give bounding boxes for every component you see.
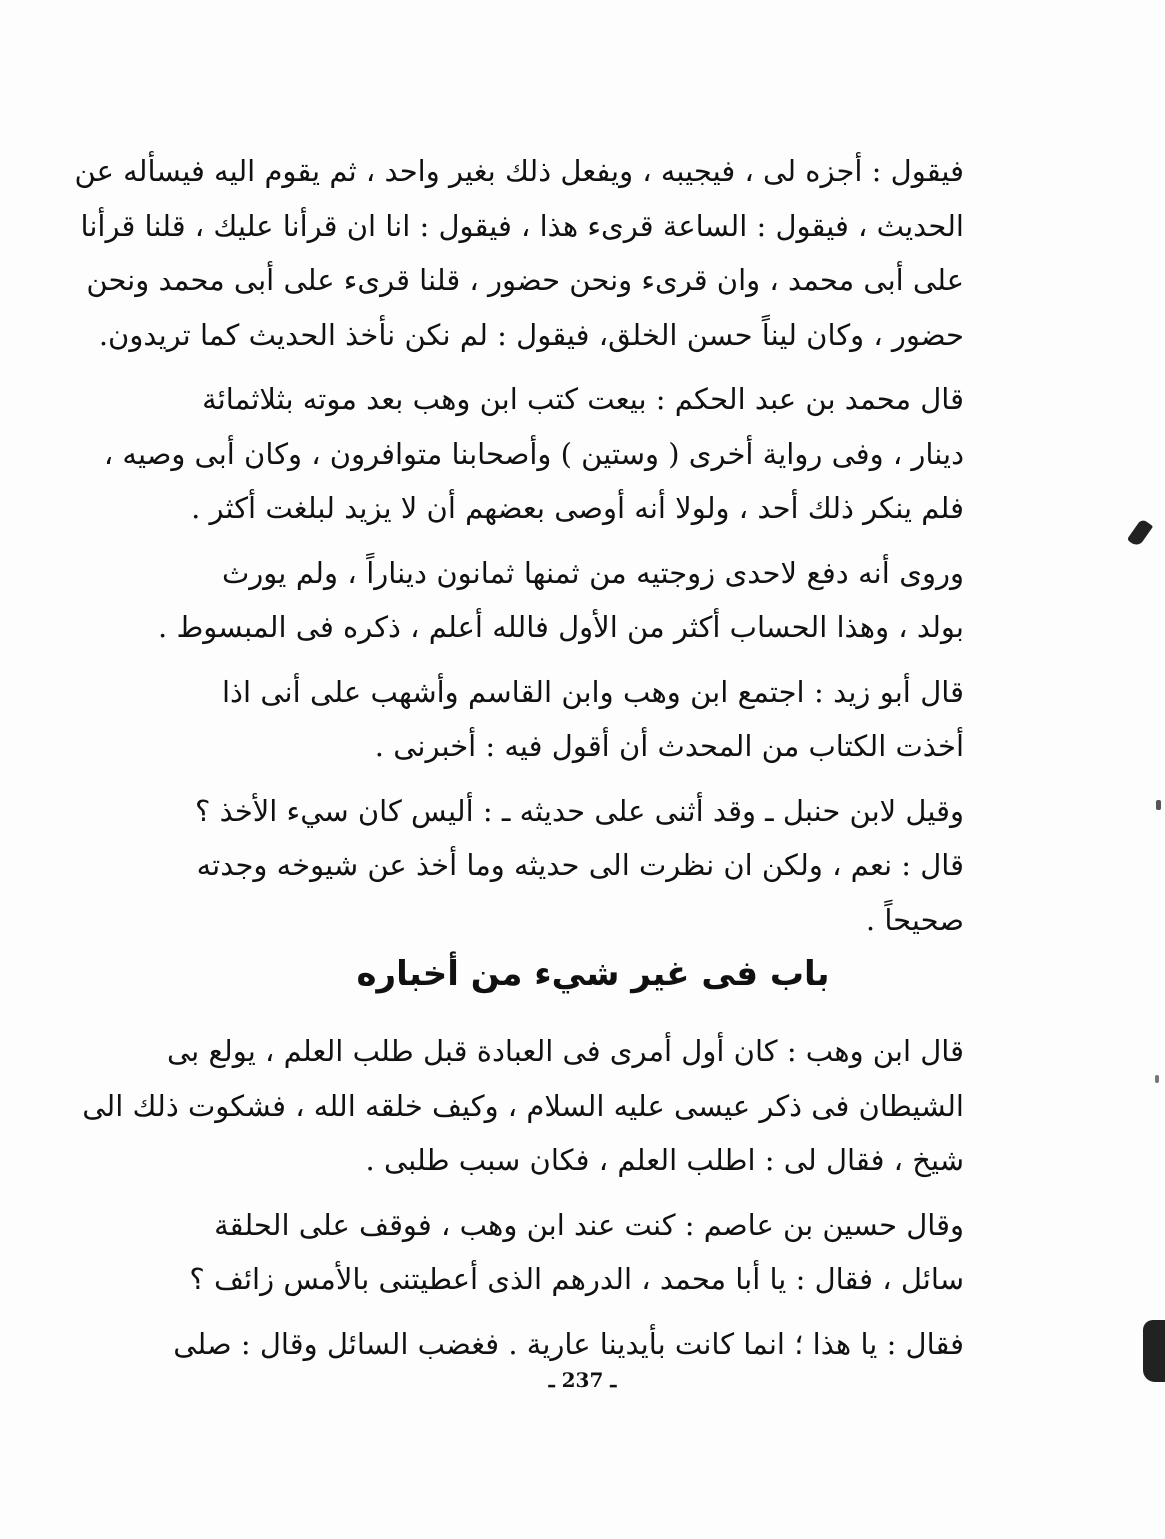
text-line: الحديث ، فيقول : الساعة قرىء هذا ، فيقول : انا ان قرأنا عليك ، قلنا قرأنا <box>80 208 964 243</box>
text-line: شيخ ، فقال لى : اطلب العلم ، فكان سبب طلبى . <box>365 1143 964 1177</box>
text-line: سائل ، فقال : يا أبا محمد ، الدرهم الذى أعطيتنى بالأمس زائف ؟ <box>189 1262 964 1296</box>
text-line: حضور ، وكان ليناً حسن الخلق، فيقول : لم نكن نأخذ الحديث كما تريدون. <box>98 317 964 352</box>
text-line: فقال : يا هذا ؛ انما كانت بأيدينا عارية . فغضب السائل وقال : صلى <box>173 1326 964 1361</box>
top-text-block <box>74 144 964 947</box>
text-line: فيقول : أجزه لى ، فيجيبه ، ويفعل ذلك بغير واحد ، ثم يقوم اليه فيسأله عن <box>74 154 964 188</box>
page-number: ـ 237 ـ <box>548 1368 617 1392</box>
paragraph <box>194 784 964 948</box>
text-line: قال محمد بن عبد الحكم : بيعت كتب ابن وهب بعد موته بثلاثمائة <box>202 382 964 416</box>
text-line: صحيحاً . <box>865 902 964 937</box>
scan-artifact <box>1155 1075 1159 1083</box>
text-line: قال ابن وهب : كان أول أمرى فى العبادة قبل طلب العلم ، يولع بى <box>167 1034 964 1068</box>
paragraph <box>173 1317 964 1372</box>
text-line: دينار ، وفى رواية أخرى ( وستين ) وأصحابنا متوافرون ، وكان أبى وصيه ، <box>103 436 964 471</box>
text-line: بولد ، وهذا الحساب أكثر من الأول فالله أعلم ، ذكره فى المبسوط . <box>158 610 964 644</box>
bottom-text-block <box>82 1024 964 1371</box>
section-heading: باب فى غير شيء من أخباره <box>356 954 830 994</box>
text-line: قال : نعم ، ولكن ان نظرت الى حديثه وما أخذ عن شيوخه وجدته <box>196 848 964 882</box>
scan-artifact <box>1143 1320 1165 1382</box>
text-line: وقال حسين بن عاصم : كنت عند ابن وهب ، فوقف على الحلقة <box>214 1207 964 1242</box>
paragraph <box>103 372 964 536</box>
text-line: أخذت الكتاب من المحدث أن أقول فيه : أخبرنى . <box>374 729 964 763</box>
scan-artifact <box>1127 518 1153 547</box>
paragraph <box>82 1024 964 1188</box>
text-line: قال أبو زيد : اجتمع ابن وهب وابن القاسم وأشهب على أنى اذا <box>222 674 964 709</box>
text-line: فلم ينكر ذلك أحد ، ولولا أنه أوصى بعضهم أن لا يزيد لبلغت أكثر . <box>191 491 964 525</box>
paragraph <box>74 144 964 362</box>
text-line: وروى أنه دفع لاحدى زوجتيه من ثمنها ثمانون ديناراً ، ولم يورث <box>222 555 964 590</box>
text-line: الشيطان فى ذكر عيسى عليه السلام ، وكيف خلقه الله ، فشكوت ذلك الى <box>82 1088 964 1123</box>
paragraph <box>222 665 964 774</box>
scan-artifact <box>1156 800 1161 810</box>
paragraph <box>158 546 964 655</box>
text-line: وقيل لابن حنبل ـ وقد أثنى على حديثه ـ : أليس كان سيء الأخذ ؟ <box>194 793 964 828</box>
text-line: على أبى محمد ، وان قرىء ونحن حضور ، قلنا قرىء على أبى محمد ونحن <box>86 263 964 297</box>
paragraph <box>189 1198 964 1307</box>
